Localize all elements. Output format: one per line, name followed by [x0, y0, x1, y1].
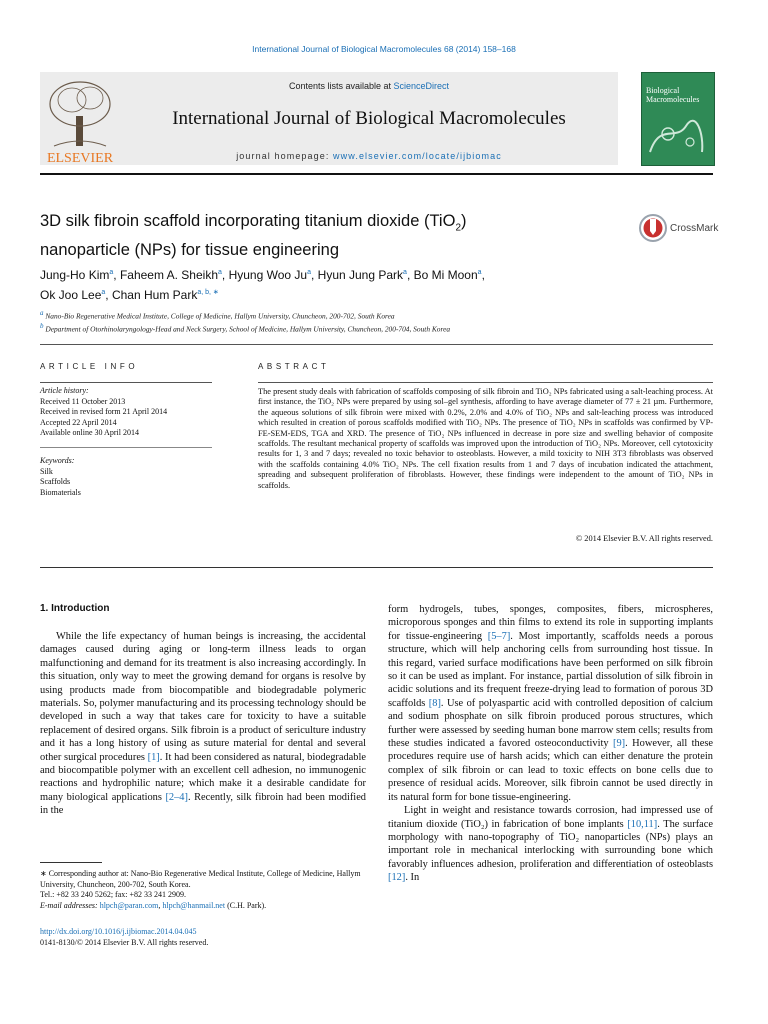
citation-link[interactable]: [8]: [428, 697, 441, 709]
author-name: Chan Hum Park: [111, 288, 198, 302]
author-name: Ok Joo Lee: [40, 288, 102, 302]
header-rule: [40, 173, 713, 175]
author-name: Faheem A. Sheikh: [119, 268, 218, 282]
journal-title: International Journal of Biological Macromolecules: [172, 108, 566, 129]
keywords-rule: [40, 447, 212, 448]
section-heading-introduction: 1. Introduction: [40, 603, 110, 614]
intro-paragraph-2: Light in weight and resistance towards corrosion, had impressed use of titanium dioxide (TiO₂) in fabrication of bone implants [10,11]. The surface morphology with nano-topography of TiO₂ nanoparticles (NPs) plays an important role in mechanical interlocking with surrounding bone which favorably influences adhesion, proliferation and differentiation of osteoblasts [12]. In: [388, 805, 713, 884]
contact-phone: Tel.: +82 33 240 5262; fax: +82 33 241 2909.: [40, 890, 187, 899]
keyword: Silk: [40, 466, 53, 476]
article-history: [40, 386, 212, 439]
affiliation-marker[interactable]: a: [477, 269, 482, 276]
affiliation-marker[interactable]: a: [101, 289, 106, 296]
affiliation-marker[interactable]: a: [218, 269, 222, 276]
cover-title-line2: Macromolecules: [646, 95, 700, 104]
body-rule: [40, 567, 713, 568]
journal-citation[interactable]: International Journal of Biological Macromolecules 68 (2014) 158–168: [252, 44, 516, 54]
cover-illustration: [646, 112, 708, 160]
author-list: Jung-Ho Kim$^a$, Faheem A. Sheikh$^a$, Hyung Woo Ju$^a$, Hyun Jung Park$^a$, Bo Mi Moon$^a$, Ok Joo Lee$^a$, Chan Hum Park$^{a, b, ∗}$: [40, 268, 485, 302]
homepage-prefix: journal homepage:: [236, 151, 334, 161]
journal-homepage: [120, 151, 618, 161]
doi-link[interactable]: http://dx.doi.org/10.1016/j.ijbiomac.2014.04.045: [40, 927, 197, 936]
email-link[interactable]: hlpch@hanmail.net: [162, 900, 226, 910]
crossmark-label[interactable]: CrossMark: [670, 223, 719, 234]
abstract-heading: ABSTRACT: [258, 362, 330, 371]
citation-link[interactable]: [10,11]: [627, 818, 658, 830]
affiliation-marker[interactable]: a, b, ∗: [197, 289, 219, 296]
corresponding-author-note: ∗ Corresponding author at: Nano-Bio Regenerative Medical Institute, College of Medicine, Hallym University, Chuncheon, 200-702, South Korea.: [40, 869, 361, 889]
intro-paragraph-1: While the life expectancy of human beings is increasing, the accidental damages caused during aging or long-term illness leads to organ malfunctioning and demand for its treatment is also increasing accordingly. In this situation, only way to meet the growing demand for organs is resolve by using products made from biocompatible and biodegradable polymeric materials. So, polymer manufacturing and its processing technology should be developed in such a way that takes care for toxicity to have a suitable replacement of desired organs. Silk fibroin is a product of sericulture industry and it has a long history of using as suture material for dental and several other surgical procedures [1]. It had been considered as natural, biodegradable and biocompatible polymer with an excellent cell adhesion, no immunogenic reactions and hydrophilic nature; which make it a desirable candidate for many biological applications [2–4]. Recently, silk fibroin had been modified in the: [40, 631, 366, 817]
citation-link[interactable]: [5–7]: [487, 630, 511, 642]
keywords: [40, 456, 212, 498]
intro-paragraph-1-continued: form hydrogels, tubes, sponges, composites, fibers, microspheres, microporous sponges and thin films to extend its role in supporting implants for tissue-engineering [5–7]. Most importantly, scaffolds needs a porous structure, which will help anchoring cells from surrounding host tissue. In this regard, varied surface modifications have been performed on silk fibroin so it can be used as implant. For instance, partial dissolution of silk fibroin in acidic solutions and its frequent freeze-drying lead to formation of porous 3D scaffolds [8]. Use of polyaspartic acid with controlled deposition of calcium and sodium phosphate on silk fibroin produced porous structures, which further were assessed by seeding human bone marrow stem cells; results from these studies indicated a favored osteoconductivity [9]. However, all these procedures require use of harsh acids; which can either denature the protein complex of silk fibroin or can lead to toxic effects on bone cells due to presence of residual acids. Moreover, silk fibroin cannot be used directly in its natural form for bone tissue-engineering.: [388, 604, 714, 803]
article-title-line2: nanoparticle (NPs) for tissue engineering: [40, 241, 339, 260]
footnote-rule: [40, 862, 102, 863]
cover-title: [646, 86, 712, 104]
cover-title-line1: Biological: [646, 86, 680, 95]
article-title: [40, 210, 600, 261]
issn-line: 0141-8130/© 2014 Elsevier B.V. All rights reserved.: [40, 938, 209, 947]
contents-availability: [120, 81, 618, 91]
contact-emails: E-mail addresses: hlpch@paran.com, hlpch@hanmail.net (C.H. Park).: [40, 900, 267, 910]
elsevier-wordmark: ELSEVIER: [46, 151, 114, 166]
abstract-rule: [258, 382, 713, 383]
history-item: Available online 30 April 2014: [40, 428, 139, 438]
abstract-copyright: © 2014 Elsevier B.V. All rights reserved.: [575, 534, 713, 543]
history-item: Accepted 22 April 2014: [40, 417, 117, 427]
citation-link[interactable]: [12]: [388, 872, 406, 884]
email-link[interactable]: hlpch@paran.com: [99, 900, 159, 910]
history-item: Received 11 October 2013: [40, 396, 126, 406]
keywords-label: Keywords:: [40, 456, 75, 465]
affiliation-marker[interactable]: a: [307, 269, 311, 276]
author-name: Bo Mi Moon: [413, 268, 478, 282]
body-column-left: [40, 630, 366, 818]
affiliation-a: $^a$ Nano-Bio Regenerative Medical Institute, College of Medicine, Hallym University, Chuncheon, 200-702, South Korea: [40, 309, 395, 321]
author-name: Jung-Ho Kim: [40, 268, 110, 282]
homepage-link[interactable]: www.elsevier.com/locate/ijbiomac: [333, 151, 502, 161]
article-info-rule: [40, 382, 212, 383]
sciencedirect-link[interactable]: ScienceDirect: [393, 81, 450, 91]
section-rule: [40, 344, 713, 345]
affiliation-b: $^b$ Department of Otorhinolaryngology-Head and Neck Surgery, School of Medicine, Hallym University, Chuncheon, 200-704, South Korea: [40, 322, 451, 334]
author-name: Hyung Woo Ju: [228, 268, 308, 282]
doi-block: [40, 926, 370, 948]
abstract-text: The present study deals with fabrication of scaffolds composing of silk fibroin and TiO₂ NPs fabricated using a salt-leaching process. At first instance, the TiO₂ NPs were prepared by using sol–gel synthesis, affording to have average diameter of 77 ± 21 µm. Furthermore, the aqueous solutions of silk fibroin were mixed with 0.2%, 2.0% and 4.0% of TiO₂ NPs and salt-leaching process was introduced which resulted in creation of porous scaffolds modified with TiO₂ NPs. The presence of TiO₂ NPs in scaffolds was confirmed by VP-FE-SEM-EDS, TGA and XRD. The presence of TiO₂ NPs influenced in decrease in pore size and swelling behavior of composite scaffolds. The resultant mechanical property of scaffolds was improved upon the introduction of TiO₂ NPs. Moreover, cell cytotoxicity results for 1, 3 and 7 days; revealed no toxic behavior to osteoblasts. However, a mild toxicity to NIH 3T3 fibroblasts was observed with the scaffolds containing 4.0% TiO₂ NPs. The cell fixation results from 1 and 7 days of incubation indicated the attachment, spreading and subsequent proliferation of fibroblasts. However, these findings were independent to the amount of TiO₂ NPs in scaffolds.: [258, 387, 713, 490]
article-title-line1: 3D silk fibroin scaffold incorporating titanium dioxide (TiO$_2$): [40, 212, 467, 234]
keyword: Scaffolds: [40, 477, 71, 487]
keyword: Biomaterials: [40, 487, 81, 497]
elsevier-tree-logo[interactable]: [40, 76, 120, 166]
body-column-right: [388, 603, 713, 885]
citation-link[interactable]: [2–4]: [165, 791, 188, 803]
footnotes: [40, 869, 370, 911]
affiliations: [40, 308, 700, 335]
citation-link[interactable]: [9]: [613, 738, 626, 750]
affiliation-marker[interactable]: a: [403, 269, 407, 276]
history-item: Received in revised form 21 April 2014: [40, 407, 168, 417]
citation-link[interactable]: [1]: [147, 751, 160, 763]
article-info-heading: ARTICLE INFO: [40, 362, 139, 371]
author-name: Hyun Jung Park: [317, 268, 404, 282]
contents-prefix: Contents lists available at: [288, 81, 394, 91]
affiliation-marker[interactable]: a: [109, 269, 114, 276]
history-label: Article history:: [40, 386, 89, 395]
